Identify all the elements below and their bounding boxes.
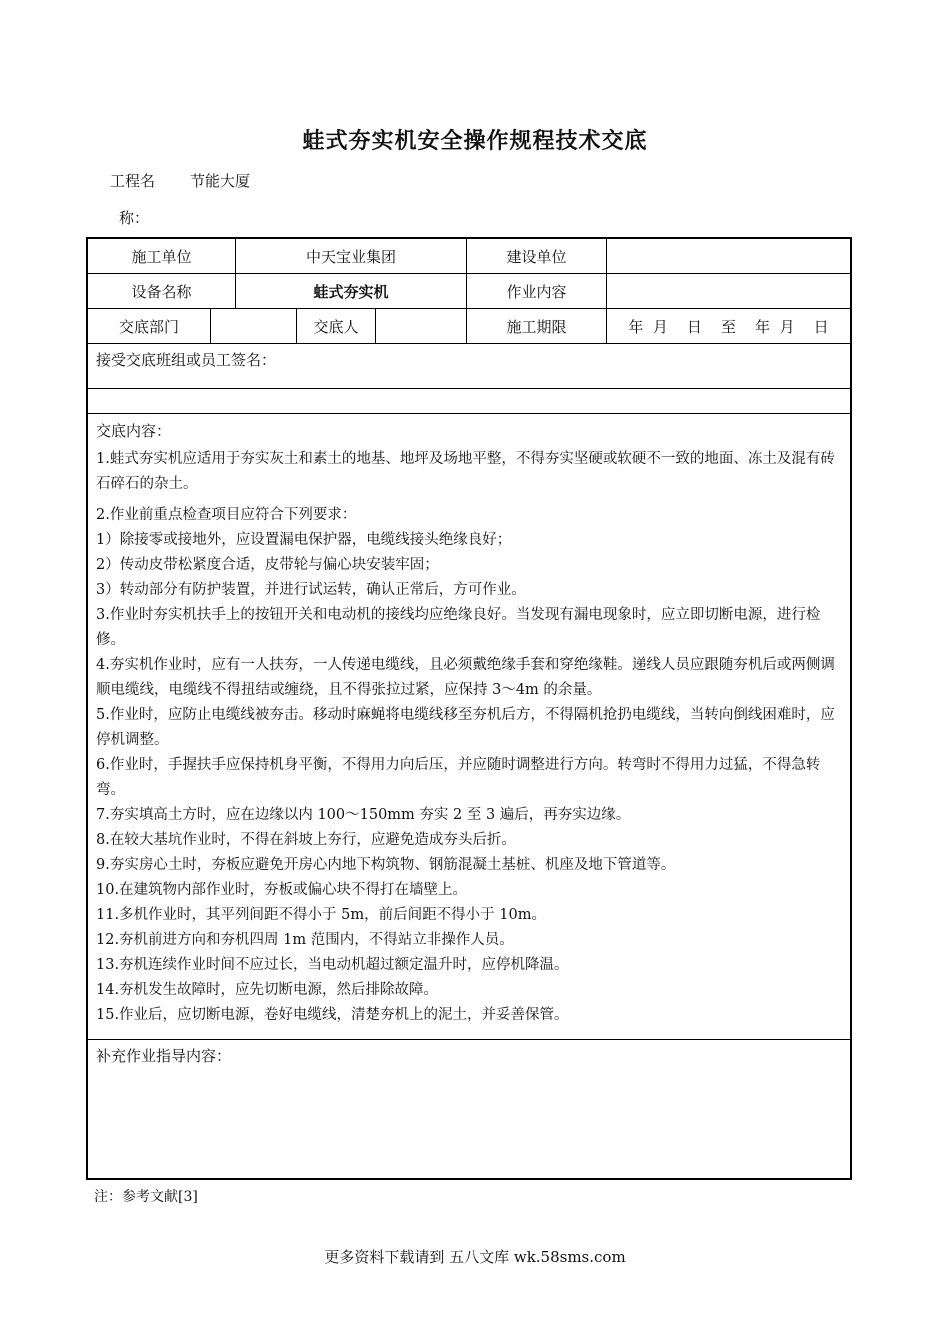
content-line: 3.作业时夯实机扶手上的按钮开关和电动机的接线均应绝缘良好。当发现有漏电现象时，应立即切断电源，进行检修。 (96, 607, 821, 648)
project-name-label: 工程名 (110, 172, 156, 190)
content-line: 2）传动皮带松紧度合适，皮带轮与偏心块安装牢固； (96, 557, 439, 573)
equipment-name-label: 设备名称 (131, 282, 192, 301)
project-name-label-cont: 称： (119, 209, 150, 227)
work-content-value (607, 274, 850, 308)
content-line: 9.夯实房心土时，夯板应避免开房心内地下构筑物、钢筋混凝土基桩、机座及地下管道等。 (96, 857, 676, 873)
document-title: 蛙式夯实机安全操作规程技术交底 (302, 129, 648, 154)
briefing-person-value (376, 309, 466, 343)
content-label: 交底内容： (96, 422, 172, 440)
row-divider (88, 343, 850, 344)
builder-unit-value (607, 239, 850, 273)
work-content-label: 作业内容 (506, 282, 567, 301)
footer-link[interactable]: 更多资料下载请到 五八文库 wk.58sms.com (324, 1248, 626, 1266)
content-line: 1.蛙式夯实机应适用于夯实灰土和素土的地基、地坪及场地平整，不得夯实坚硬或软硬不一致的地面、冻土及混有砖石碎石的杂土。 (96, 451, 835, 492)
construction-period-label: 施工期限 (506, 317, 567, 336)
content-line: 14.夯机发生故障时，应先切断电源，然后排除故障。 (96, 982, 439, 998)
content-line: 2.作业前重点检查项目应符合下列要求： (96, 507, 357, 523)
briefing-dept-label: 交底部门 (118, 317, 179, 336)
content-line: 15.作业后，应切断电源，卷好电缆线，清楚夯机上的泥土，并妥善保管。 (96, 1007, 569, 1023)
briefing-content (96, 447, 844, 1028)
row-divider (88, 388, 850, 389)
content-line: 10.在建筑物内部作业时，夯板或偏心块不得打在墙壁上。 (96, 882, 468, 898)
briefing-dept-value (211, 309, 296, 343)
builder-unit-label: 建设单位 (506, 247, 567, 266)
briefing-person-label: 交底人 (313, 317, 359, 336)
construction-period-value: 年 月 日 至 年 月 日 (628, 317, 829, 336)
content-line: 1）除接零或接地外，应设置漏电保护器，电缆线接头绝缘良好； (96, 532, 512, 548)
content-line: 12.夯机前进方向和夯机四周 1m 范围内，不得站立非操作人员。 (96, 932, 514, 948)
reference-note: 注：参考文献[3] (94, 1189, 198, 1205)
signature-label: 接受交底班组或员工签名： (96, 351, 277, 369)
construction-unit-value: 中天宝业集团 (305, 247, 396, 266)
row-divider (88, 413, 850, 414)
supplement-label: 补充作业指导内容： (96, 1047, 232, 1065)
construction-unit-label: 施工单位 (131, 247, 192, 266)
content-line: 4.夯实机作业时，应有一人扶夯，一人传递电缆线，且必须戴绝缘手套和穿绝缘鞋。递线人员应跟随夯机后或两侧调顺电缆线，电缆线不得扭结或缠绕，且不得张拉过紧，应保持 3～4m 的余量。 (96, 657, 835, 698)
equipment-name-value: 蛙式夯实机 (313, 282, 389, 301)
row-divider (88, 1039, 850, 1040)
content-line: 8.在较大基坑作业时，不得在斜坡上夯行，应避免造成夯头后折。 (96, 832, 516, 848)
content-line: 3）转动部分有防护装置，并进行试运转，确认正常后，方可作业。 (96, 582, 526, 598)
content-line: 5.作业时，应防止电缆线被夯击。移动时麻蝇将电缆线移至夯机后方，不得隔机抢扔电缆线，当转向倒线困难时，应停机调整。 (96, 707, 835, 748)
content-line: 11.多机作业时，其平列间距不得小于 5m，前后间距不得小于 10m。 (96, 907, 546, 923)
briefing-table (86, 237, 852, 1180)
content-line: 13.夯机连续作业时间不应过长，当电动机超过额定温升时，应停机降温。 (96, 957, 569, 973)
content-line: 7.夯实填高土方时，应在边缘以内 100～150mm 夯实 2 至 3 遍后，再夯实边缘。 (96, 807, 631, 823)
project-name-value: 节能大厦 (190, 172, 251, 190)
content-line: 6.作业时，手握扶手应保持机身平衡，不得用力向后压，并应随时调整进行方向。转弯时不得用力过猛，不得急转弯。 (96, 757, 821, 798)
